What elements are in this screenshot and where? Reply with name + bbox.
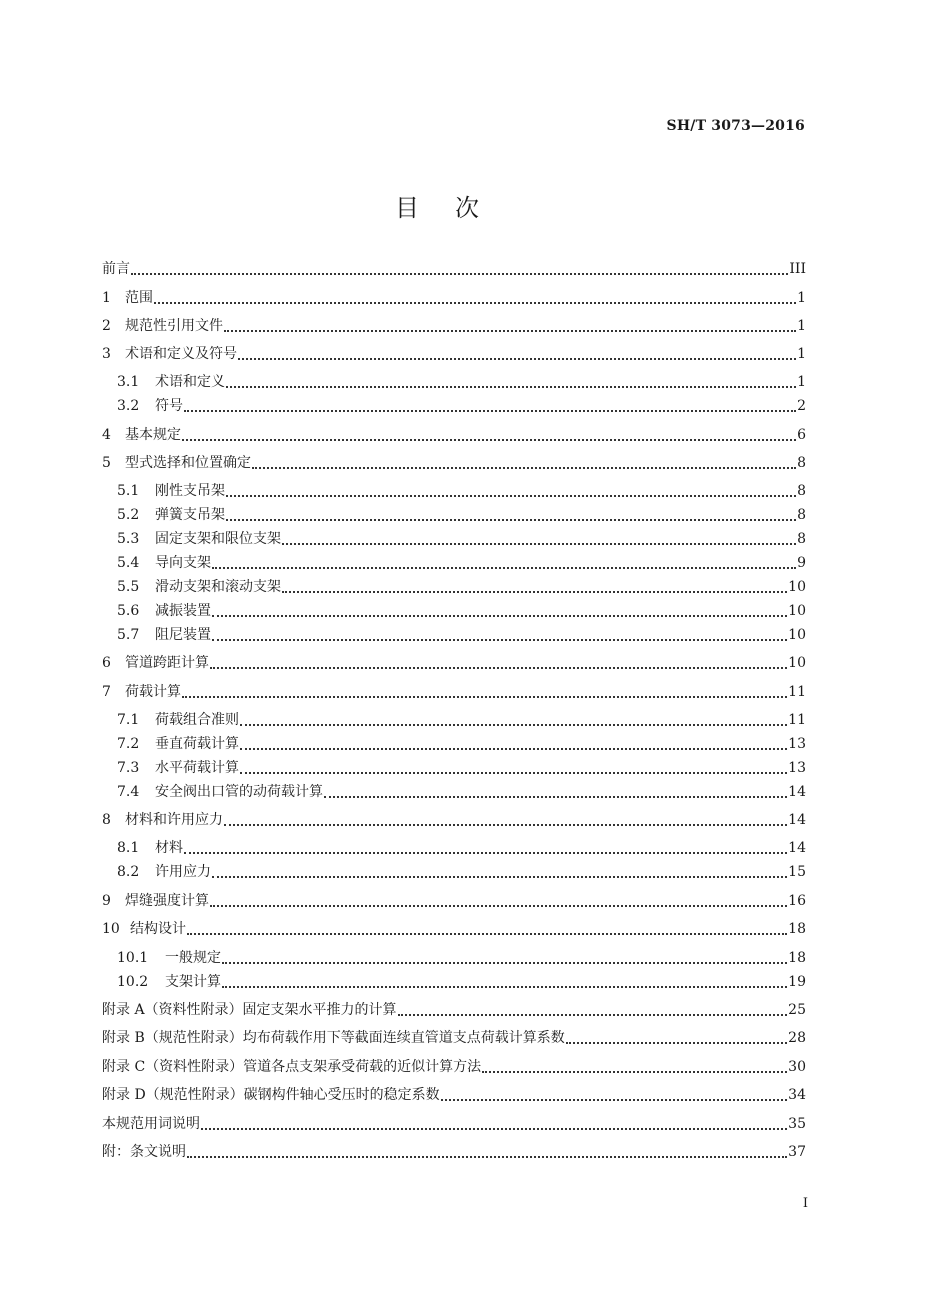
toc-entry[interactable]: [117, 947, 806, 969]
toc-entry[interactable]: [117, 504, 806, 526]
toc-entry[interactable]: [117, 757, 806, 779]
toc-entry[interactable]: [117, 709, 806, 731]
document-code: SH/T 3073—2016: [666, 118, 805, 134]
toc-entry-label: 本规范用词说明: [102, 1116, 200, 1132]
toc-entry-page: 8: [797, 455, 806, 471]
toc-leader-dots: [240, 757, 787, 779]
toc-entry-label: 焊缝强度计算: [125, 893, 209, 909]
toc-entry-label: 附：条文说明: [102, 1144, 186, 1160]
toc-entry-number: 5.3: [117, 531, 140, 547]
toc-leader-dots: [282, 528, 796, 550]
toc-leader-dots: [482, 1056, 787, 1078]
toc-entry[interactable]: [117, 552, 806, 574]
toc-entry-number: 10.1: [117, 950, 149, 966]
toc-leader-dots: [222, 947, 787, 969]
toc-entry-number: 5: [102, 455, 111, 471]
toc-entry-label: 结构设计: [130, 921, 186, 937]
toc-entry-number: 7.3: [117, 760, 140, 776]
toc-entry-label: 垂直荷载计算: [155, 736, 239, 752]
toc-entry-label: 许用应力: [155, 864, 211, 880]
toc-entry-label: 材料和许用应力: [125, 812, 223, 828]
toc-leader-dots: [226, 371, 796, 393]
toc-entry-number: 5.6: [117, 603, 140, 619]
toc-leader-dots: [187, 918, 787, 940]
toc-entry[interactable]: [102, 287, 806, 309]
toc-leader-dots: [184, 395, 796, 417]
toc-entry-label: 附录 A（资料性附录）固定支架水平推力的计算: [102, 1002, 397, 1018]
toc-entry-label: 符号: [155, 398, 183, 414]
toc-entry-page: 11: [788, 712, 806, 728]
toc-entry-label: 荷载计算: [125, 684, 181, 700]
toc-entry-number: 2: [102, 318, 111, 334]
toc-entry-page: 1: [797, 290, 806, 306]
toc-entry-label: 型式选择和位置确定: [125, 455, 251, 471]
toc-entry-page: 14: [788, 812, 806, 828]
toc-entry[interactable]: [102, 424, 806, 446]
toc-entry-page: 1: [797, 374, 806, 390]
toc-entry-page: 15: [788, 864, 806, 880]
toc-leader-dots: [252, 452, 796, 474]
toc-entry-page: 10: [788, 627, 806, 643]
toc-entry[interactable]: [117, 480, 806, 502]
toc-leader-dots: [282, 576, 787, 598]
toc-leader-dots: [226, 480, 796, 502]
toc-entry-page: 30: [788, 1059, 806, 1075]
toc-entry[interactable]: [117, 781, 806, 803]
toc-entry[interactable]: [102, 890, 806, 912]
toc-entry-label: 附录 C（资料性附录）管道各点支架承受荷载的近似计算方法: [102, 1059, 482, 1075]
toc-entry[interactable]: [117, 576, 806, 598]
toc-entry[interactable]: [117, 837, 806, 859]
toc-entry-label: 附录 B（规范性附录）均布荷载作用下等截面连续直管道支点荷载计算系数: [102, 1030, 565, 1046]
toc-entry-number: 4: [102, 427, 111, 443]
toc-entry[interactable]: [102, 1084, 806, 1106]
toc-entry-number: 10: [102, 921, 120, 937]
toc-entry[interactable]: [102, 652, 806, 674]
toc-entry-page: 28: [788, 1030, 806, 1046]
toc-entry[interactable]: [117, 861, 806, 883]
toc-entry-page: 2: [797, 398, 806, 414]
toc-entry-label: 材料: [155, 840, 183, 856]
toc-entry[interactable]: [102, 1027, 806, 1049]
toc-entry-page: 18: [788, 950, 806, 966]
toc-entry-number: 8.2: [117, 864, 140, 880]
toc-entry-number: 9: [102, 893, 111, 909]
toc-entry-page: 14: [788, 840, 806, 856]
toc-entry[interactable]: [102, 999, 806, 1021]
toc-entry-label: 水平荷载计算: [155, 760, 239, 776]
toc-entry-label: 导向支架: [155, 555, 211, 571]
toc-entry-page: 13: [788, 736, 806, 752]
toc-leader-dots: [212, 600, 787, 622]
toc-entry-label: 术语和定义及符号: [125, 346, 237, 362]
toc-entry-page: 6: [797, 427, 806, 443]
toc-entry[interactable]: [102, 343, 806, 365]
toc-entry-label: 荷载组合准则: [155, 712, 239, 728]
toc-entry-label: 减振装置: [155, 603, 211, 619]
toc-entry[interactable]: [102, 918, 806, 940]
toc-entry-number: 7.1: [117, 712, 140, 728]
toc-entry-page: 8: [797, 531, 806, 547]
toc-entry-page: 19: [788, 974, 806, 990]
toc-entry-number: 1: [102, 290, 111, 306]
toc-entry-number: 8.1: [117, 840, 140, 856]
toc-entry-number: 5.2: [117, 507, 140, 523]
toc-entry-number: 5.4: [117, 555, 140, 571]
toc-entry-number: 3.2: [117, 398, 140, 414]
toc-entry-label: 基本规定: [125, 427, 181, 443]
toc-entry-number: 5.7: [117, 627, 140, 643]
toc-entry-page: 10: [788, 655, 806, 671]
page-title: 目次: [395, 194, 515, 222]
toc-entry-page: 11: [788, 684, 806, 700]
toc-leader-dots: [182, 424, 796, 446]
toc-leader-dots: [201, 1113, 787, 1135]
toc-entry-number: 7.2: [117, 736, 140, 752]
toc-entry[interactable]: [102, 681, 806, 703]
toc-entry-page: 1: [797, 318, 806, 334]
toc-entry-page: 16: [788, 893, 806, 909]
toc-leader-dots: [566, 1027, 787, 1049]
toc-leader-dots: [240, 733, 787, 755]
toc-entry-number: 5.1: [117, 483, 140, 499]
toc-entry[interactable]: [102, 1141, 806, 1163]
toc-entry-label: 刚性支吊架: [155, 483, 225, 499]
toc-leader-dots: [224, 809, 787, 831]
toc-entry-label: 附录 D（规范性附录）碳钢构件轴心受压时的稳定系数: [102, 1087, 440, 1103]
toc-entry[interactable]: [117, 528, 806, 550]
toc-entry-page: 1: [797, 346, 806, 362]
toc-entry-label: 固定支架和限位支架: [155, 531, 281, 547]
toc-entry-page: 35: [788, 1116, 806, 1132]
toc-entry-label: 支架计算: [165, 974, 221, 990]
toc-entry[interactable]: [102, 315, 806, 337]
toc-entry-label: 一般规定: [165, 950, 221, 966]
toc-entry-page: 13: [788, 760, 806, 776]
toc-leader-dots: [184, 837, 787, 859]
toc-leader-dots: [154, 287, 796, 309]
toc-entry-number: 3: [102, 346, 111, 362]
toc-leader-dots: [324, 781, 787, 803]
toc-entry-number: 3.1: [117, 374, 140, 390]
toc-entry-page: 37: [788, 1144, 806, 1160]
toc-entry-label: 管道跨距计算: [125, 655, 209, 671]
toc-entry-page: 14: [788, 784, 806, 800]
toc-entry-label: 弹簧支吊架: [155, 507, 225, 523]
page-number: I: [802, 1196, 808, 1211]
toc-entry-page: 25: [788, 1002, 806, 1018]
toc-entry-page: 10: [788, 603, 806, 619]
toc-entry-label: 规范性引用文件: [125, 318, 223, 334]
toc-leader-dots: [441, 1084, 787, 1106]
toc-entry-label: 术语和定义: [155, 374, 225, 390]
toc-leader-dots: [182, 681, 787, 703]
toc-entry-page: 8: [797, 507, 806, 523]
toc-leader-dots: [226, 504, 796, 526]
toc-leader-dots: [212, 861, 787, 883]
toc-leader-dots: [240, 709, 787, 731]
toc-entry-number: 6: [102, 655, 111, 671]
toc-leader-dots: [131, 258, 788, 280]
toc-entry-page: 9: [797, 555, 806, 571]
toc-entry[interactable]: [117, 624, 806, 646]
toc-entry[interactable]: [117, 733, 806, 755]
toc-entry-page: III: [789, 261, 806, 277]
toc-entry[interactable]: [102, 258, 806, 280]
toc-entry-label: 滑动支架和滚动支架: [155, 579, 281, 595]
toc-entry[interactable]: [117, 371, 806, 393]
toc-entry-number: 7: [102, 684, 111, 700]
toc-entry-label: 前言: [102, 261, 130, 277]
toc-entry[interactable]: [102, 1113, 806, 1135]
toc-leader-dots: [238, 343, 796, 365]
toc-entry[interactable]: [117, 395, 806, 417]
toc-leader-dots: [210, 652, 787, 674]
toc-entry[interactable]: [102, 452, 806, 474]
toc-entry-label: 安全阀出口管的动荷载计算: [155, 784, 323, 800]
toc-leader-dots: [222, 971, 787, 993]
toc-leader-dots: [187, 1141, 787, 1163]
toc-entry-label: 阻尼装置: [155, 627, 211, 643]
toc-entry-number: 5.5: [117, 579, 140, 595]
toc-leader-dots: [212, 552, 796, 574]
toc-leader-dots: [224, 315, 796, 337]
toc-leader-dots: [210, 890, 787, 912]
toc-entry-number: 7.4: [117, 784, 140, 800]
toc-entry-page: 18: [788, 921, 806, 937]
toc-leader-dots: [212, 624, 787, 646]
toc-entry[interactable]: [102, 1056, 806, 1078]
toc-entry[interactable]: [117, 600, 806, 622]
toc-entry[interactable]: [102, 809, 806, 831]
toc-entry[interactable]: [117, 971, 806, 993]
toc-entry-label: 范围: [125, 290, 153, 306]
toc-entry-page: 10: [788, 579, 806, 595]
toc-leader-dots: [398, 999, 788, 1021]
toc-entry-page: 34: [788, 1087, 806, 1103]
toc-entry-number: 8: [102, 812, 111, 828]
toc-entry-number: 10.2: [117, 974, 149, 990]
toc-entry-page: 8: [797, 483, 806, 499]
